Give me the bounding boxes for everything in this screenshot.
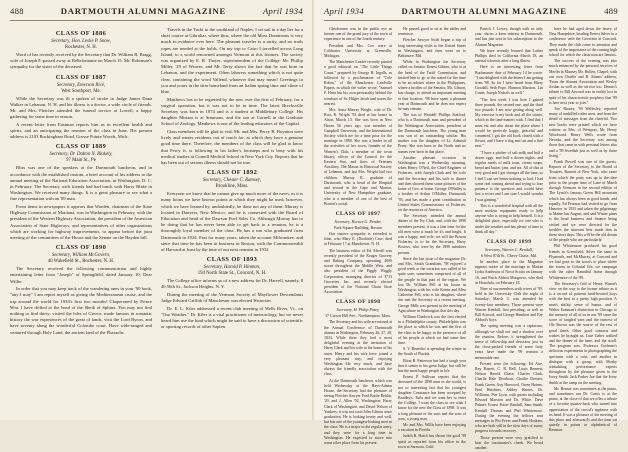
paragraph: Ernest P. Sullivan reports that the deceased of the 1898 men in the world, is not so interesting fact that his youngest daughter Constance has been accepted by Bradley's. Tufts and we want her to enter the College. I want the class to see what I know for the new the Class of 1898. It was a long pleasant of the sons and the sons of sons, a young man. [398,375,466,421]
left-page-header [10,6,303,21]
secretary-address: Brookline, Mass. [215,184,249,190]
right-page [314,0,628,451]
paragraph: Dr. E. L. Kiler addressed a recent club meeting of Wells River, Vt., on "Our Weather." Dr. Kiler is a vital practitioner of meteorology, but we never heard him use the kind which might be said to have a discussion of scientific or sporting records of other Sapien. [161,305,303,330]
paragraph: Mr. Bennie was sometimes at the piano, and sometimes our Dr. Curtis is at the piano, at the close of that we offer a tribute of a favorite quarter-back who turned into appreciation of the crowd's applause with its head. It was a pleasure of the meeting of this place and afterward's and the time sat quietly in points in alphabetical of Reunion. [549,386,617,433]
paragraph: From items in newspapers it appears that Warden, chairman of the State Highway Commission of Montana, was in Washington in February, with the president of the Western Highway Association, the president of the American Association of State Highways, and representatives of other organizations which are working for highway improvements, to appear before the joint meeting of the committees of the House and the Senate on the Hayden bill. [10,204,152,241]
paragraph: 'Joe' Barney, '99 Wellesley, reported many of unskilled rodeo men, and from the detail of messages from the cheerful. Two new books were printed which we have written; as Mrs. of Westport, Mr. Henry Woodward. Henry Wells wrote from Nevada, and the Secretary was among those that came in with personal letters also and a '99 Swedish just as well as by those living." [549,107,617,158]
paragraph: Mrs. Anna Murray Wright, wife of Dr. Ross R. Wright '93 died at her home in Alton, March 13. She was born in New Haven 56 years ago, was member of Campbell University, and the International Society which are for a time prior for the marriage in 1890. She was a leader in all the activities of her town, founder of the Women's Club, a member of the town library, officer of the Council for the Eastern Star, and lines of Veterans Auxiliary. The Mason in Historical Society of Lebanon, and last Mrs. Wright had two children, Murray R., graduate of Dartmouth, who is head of the Hospital and second in the Cape and Marion, University of New Hampshire graduate, who is a member of one of the best of Boston's social. [324,108,392,206]
paragraph: Another pleasant occasion in Washington was a Wednesday morning, when Henry O'Neil, the Chief Engineer of Fisheries, with Joseph Clark and his wife and the Secretary and his wife to dinner and then showed them some pictures of the home of Gov. at home. George O'Malley is a brother of Arthur O'Malley, Dartmouth '93, and has made a great contribution as United States Commissioner of Fisheries, on the resources of America. [398,155,466,212]
class-heading: CLASS OF 1890 [55,244,107,252]
paragraph: have he had aged down the heavy of New Hampshire, heading Ernest Silver to a conference with the Governor at Concord. They made the club come to attention and speak of the importance of the coming high school for which the classroom are famous. [549,27,617,58]
paragraph: Since the last issue of the magazine Dr. and Mrs. Smith Grantham, '98 enjoyed a good week or the vacation was called to be quite sure, sometimes comprised of all of the people in that part of the region. We lost Dr. William Pell at his house in Washington with his wife Katrin and Miss Catherine Pell, who is his daughter, where she met the Secretary at a recent meeting. George Mills was present in the meeting of Agriculture in Washington that this day. [398,256,466,313]
paragraph: Judith R. Hatch has shown the good '98 spirit as reported from his office in the town at Sarasota, Calif. [398,434,466,449]
right-column-2-sub-1 [475,27,543,452]
class-heading: CLASS OF 1892 [206,169,258,177]
right-column-1-sub-2 [398,27,466,452]
paragraph: "I have a pitcher of salt milk and half a dozen eggs, and half a dozen nights, and regular meals of milk toast, cream soups, bread and butter, jam, and tea. All of this at very good and I get stronger all the time, so I feel I can see better nothing so bad. I had some real coming ahead and trying to lose patience is the question and would have lost a secret and I am sure I would wonder I was gaining." [475,150,543,202]
secretary-address: 194 North State St., Concord, N. H. [197,271,267,277]
paragraph: During the meeting of the Vermont Society of Mayflower Descendants Judge Edward Griffith of Manchester was elected Historian. [161,292,303,304]
paragraph: Class members will be glad to visit Mr. and Mrs. Percy B. Boynton were lively and winter residents out of touch for, at which they have a genuine good time there. Therefore, the members of the class will be glad to know that Percy Jr. is following in his father's footsteps and is busy with his medical studies at Cornell Medical School in New York City. Reports that he has been out of serious illness should not be true. [161,129,303,166]
paragraph: This is a wonderful hospital with all the most modern equipment ready to help anyone who is trying to help himself. It is a delightful place, especially for one who is under the weather and has plenty of time to think all day." [475,203,543,234]
secretary-line: Secretary, Emerson Rice, [56,82,106,88]
paragraph: He passed good to sit at the tables and reminisce. [398,27,466,37]
paragraph: Elton B. Patterson has had a tough year that it seems to his great Judge, but still he has the most happy people in life. [398,358,466,373]
paragraph: "The first week I was here I gained three pounds, the second one, and the third two pounds. I am now getting along well. My exercise is my book and all the winter, which in the time matters with. I find that I must eat and also about the place where I would be perfectly happy, peaceful and contented. I got the old book closed with a flower, and I have a dog and cat and a fine nest." [475,97,543,149]
paragraph: Phil Whittemore produced his good friends in Greenfield, Silver the same in Plymouth, and McMurray, at Concord and we had gone to the town's to place where the towns in Colonial life, we campaign with the other Hannibal home through Whittemore of the '99. [549,244,617,280]
paragraph: The son of Wendell Phillips Stafford, who is a Dartmouth man and president of the Washington Association, president at the Dartmouth luncheon. The young man was son of an outstanding scholar. His mother was the daughter of Lt. Admiral Peary. She was born in the North and no names ever born in that place. [398,113,466,154]
issue-date-right: April 1934 [324,6,365,16]
paragraph: Bliss was one of the speakers at the Dartmouth luncheon, and in accordance with the established custom, a brief account of his address to the annual meeting of the National Education Association, in Washington, D. C. in February. The Secretary with friends had had lunch with Harry Blake in Washington. We received many things. It is a great pleasure to see what a fine representation with an '89 man. [10,165,152,202]
paragraph: Patrick J. Lowry, though with us only year, shows a keen interest in Dartmouth, and has just sent in his subscription to the Alumni Magazine. [475,27,543,47]
paragraph: Mr. and Mrs. Willis have been enjoying a vacation in Florida. [398,423,466,433]
paragraph: In another place in the Magazine appears notice of the marriage to Marian Lydia Anderson of Nova Scotia on January 16, and Patch Abbott Musgrove, who died in Honolulu, on February 18. [475,259,543,285]
paragraph: Travels in the Yacht to the southland of Naples, I set sail in a day her for a short course at Gibraltar, where thus, where the old Moss Dominions is very much in evidence ever here. The pleasant traveler is a rarity, and no trails ropes are needed at the holds. On my trip to Cairo I travelled across Long Island, to a world renowned amongst Vermont at this fixtures. The society was organized by E. B. Thayer, superintendent of the College. Mr. Phillip Miller, '29 of Weaver, and Mr. Terry shows the fact that he was born in Lebanon, and the experiment. Often laborers something which is not quite clear, containing the word Vallend, whatever that may mean! Greetings to you and yours in the dear homeland from an Italian spring time and clime of blue. [161,27,303,95]
paragraph: Frank Powell was one of the guests. Reports of the Secretary to the Board of Trustees, Burnett of New York, who came from which the party was up to the date prior to the proper time of Lane of March through Vermont in the second edition of The Lynch's famous Green Hill mountain which has always been in good hands, and equally. Ed Pearson had visited to go from Hanover in 1933 and taken the pilgrimage to Maine last August, and said Winter pines is the head business and finance being visited and we were directed for the troubles the itinerant best made him in these short days. This will be the old dream of the people who are particularly. [549,160,617,243]
paragraph: In order that you may keep track of the wandering ones in your '90 book, "any I may" I am report myself as giving the Mediterranean cruise, and the trip around the world for 1934's first two months! Chaperoned by Prince Wm. I have drifted to the head of the Sheik of Sphinx. You may not find nothing to find thirty; visited the Isles of Greece, made famous in romantic history the war experiences of the great of lands, visit the Lord Byron, and have seventy along the wonderful Colombo court. Have wide-ranged and ventured through Holy Land, the ancient land of the Pharaohs. [10,286,152,335]
right-page-columns [324,27,618,452]
running-title-left: DARTMOUTH ALUMNI MAGAZINE [60,6,227,16]
page-number-left: 488 [10,6,24,16]
paragraph: Everyone we know that he cannot give up much more of the news, as it is many hours we have known points at which they might be used, however, which we have learned by, undoubtedly, be done not any of them. Murray is located in Danvers, New Mexico, and he is connected with the Board of Education and head of the Dawson Fuel Sales Co. Although Murray has to be doing that he has never been able to get back to a reunion, he is a thoroughly loyal member of the class. He has a son who graduated from Dartmouth in 1924. Fast for many years, taken the account Milwaukee, and since that time he has been in business in Boston, with the Commonwealth of Harvard at least by the time of our next reunion in 1932. [161,191,303,253]
secretary-address: 97 Main St., Pe [66,158,96,164]
secretary-address: Rochester, N. H. [65,45,97,50]
secretary-line: Secretary, H. Philip Patey, [336,307,380,313]
right-column-2 [475,27,617,452]
paragraph: Fletcher Sawyer Swift began a trip of long interesting visits to the United States in Washington, and then went on to Baltimore, Md. [398,38,466,59]
class-heading: CLASS OF 1889 [55,143,107,151]
left-page [0,0,314,420]
paragraph: Present were the following: Ed Aire, Ray Barrett, C. R. Bell, Louis Bennett, Nelson Harold Chase, Charles Clark, Charlie Hale Dearborn, Charlie Dresser, Frank Green, Guy Harwood, Owen Haines, Fred Hutchins, Ashley Haines, Dr. Williams, Pier Lyon, with guests including Edward Marston and Dr. White. Dave Palmer, Ernest Potter Randall, Sam Smith, Kendall Thomas and Phil Whittemore. During the evening the fellows sent messages to Pitt Fever and Frank Hoskins, who are both still in the slow days of sunny progress towards recovery. [475,361,543,434]
secretary-address: Park Square Building, Boston [334,224,382,230]
class-heading: CLASS OF 1899 [486,238,532,245]
secretary-address: 6 West 87th St., Chevy Chase, Md. [480,252,538,258]
paragraph: William Chadwick was the first elected in a Philadelphia county. Philadelphia was the place to which he was and the first of the class to be happy in the presence of all of his people at which we had some fine time. [398,314,466,345]
secretary-line: Secretary, Hon. Leslie P. Snow, [51,39,111,44]
paragraph: While the Secretary was ill a spoken of stroke in Judge James Dana Walker in Lebanon, N. H. and his illness is a doctor, a wide circle of friends. Mr. and Mrs. Fletcher attended the funeral service at Lowell, a happy gathering for some time in season. [10,95,152,120]
right-page-header [324,6,618,21]
paragraph: While in Washington the Secretary called on Senator Ernest Gibson, who is at the head of the Tariff Commission, and invited him to go to the stated for the time to be an adviser where in the Philippines, where a brother of the Senator, Mr. Gibson, has charge, to attend an important meeting at that location. '98 have spent a pleasant year at Dartmouth and he does not expect he may remain. [398,60,466,112]
paragraph: Our sincere sympathy is extended to John, who Mary E. (Doolittle) Case, died at February 17 at Manchester, N. H. [324,231,392,247]
paragraph: The Secretary and his wife are missed at the Annual Conference of Dartmouth alumni in Washington, February 26, 27, 28, 1934. While there they had a most delightful evening at the invitation of Harry Clark and his wife at the home of his sister. Henry and his wife have joined a very pleasant way, and enjoying Washington life very much, and have always the friendly association with the class. [324,320,392,377]
paragraph: At the Dartmouth luncheon, which was held Wednesday at the Hays-Adams House, the Secretary had the pleasure of seeing Fletcher Sawyer Fred Battle Rehlin, '20, and J. Allen '02, Washington; Harry Clark of Washington, and David Wilson of Yonkers; it was not soon John Gibson since graduation. He is looking hearty and well, but has one of the youngest-looking men in the class. He is a major in the regular army, and they were for a long time in Washington. He expected to move into some other place from his present. [324,378,392,446]
class-heading: CLASS OF 1893 [206,256,258,264]
paragraph: President and Mrs. Cox were at Coldwater University at Greenville, Michigan. [324,43,392,59]
secretary-line: Secretary, William McGovern, [51,253,111,259]
secretary-line: Secretary, Dr. Dalton N. Blakely, [49,152,113,158]
paragraph: The spring meeting was a rapturous, although we shall not and a shadow over the reunion. Before, it strengthened the sense of fellowship and devotion, just as the close-packed friends of some forty years have made the '99 reunion a memorable one. [475,324,543,360]
paragraph: The Secretary received the following communication and highly entertaining letter from "Joseph" of Springfield, dated January 10, Dear Willie: [10,266,152,284]
paragraph: The success of the evening was also much enhanced by the personal services of Merlin in Munsey Mr. Bollen, Chapel, with our own Charlie and B. Adams' address, 'From the Alumni Association and Wesley Jordan as well as the service too. Dennis's tribute to Bill Atwood was in reality lost in spite of his characteristic prophecy that '99 is here next year to join." [549,59,617,105]
paragraph: Those present were very gratified to hear the toastmaster's cheek. We heard another. [475,435,543,451]
left-page-columns [10,27,303,337]
paragraph: The Secretary's fold of Henry Wasen's view on the way to the former tribute as it is a record of patients kind-hearted boys with the best to a pretty high position. A man's ability, sense of humor, and of Walter Eastman's distinction in Chicago to the memory of all of us in our '99 since the score of tangled yarn and the interest of Ole Brown was the source of the rest of good times. Other good contacts and wishes he brought us. Lute Gaber walked and the dinner of the time, and the stroll. The program was, Professor Cushmer's delicious experiments in photographing the spectrum with a coin, and another in dialogue with a group, with Mosby stimulating performance experts throughout by the pleasure given to the Ivory Smith. Jack Parker Joe that the Ivory Smith at the camp on the meeting. [549,281,617,385]
paragraph: We have recently learned that Luther Phillips died in California March 18, an arterial sclerosis after a long illness. [475,48,543,64]
secretary-line: Secretary, Warren C. Kendall, [485,246,533,252]
paragraph: The Manchester Leader recently printed a good editorial on "The Little Things Count," prepared by George H. Ingalls, as followed by a proclamation of "Cole Robin," of the Manchester Leadville Papers, in which the writer wrote, "Samuel F. Hunt has his own personality behind the windows of St. Hilger Jacob and stores the nearest. [324,60,392,106]
paragraph: Clawbourne was in the public eye as former one of the grand jury of the town of experience in one of the fourth century. [324,27,392,42]
right-column-1 [324,27,466,452]
class-heading: CLASS OF 1897 [335,210,381,217]
secretary-address: 37 Crown Hill Ave., Northampton, Mass. [324,313,392,319]
paragraph: The College office informs us of a new address for Dr. Harvell, namely, 8 40 56th St., Jackson Heights, N. Y. [161,278,303,290]
running-title-right: DARTMOUTH ALUMNI MAGAZINE [401,6,567,16]
secretary-address: West Southport, Me. [61,88,101,94]
secretary-line: Secretary, Harold P. Hinman, [203,265,261,271]
page-number-right: 489 [604,6,618,16]
left-column-2 [161,27,303,337]
paragraph: Word of has recently received by the Secretary that Dr. William B. Bragg, wife of Joseph F. passed away at Bellefontaine on March 15. Mr. Robinson's sympathy for the sister of the deceased. [10,52,152,70]
secretary-address: 40 Wakefield St., Rochester, N. H. [47,259,115,265]
right-column-2-sub-2 [549,27,617,452]
secretary-line: Secretary, Chester C. Ramsey, [203,178,261,184]
paragraph: S. V. Benedict is spending the winter in the South of Florida. [398,347,466,357]
paragraph: Here is an interesting letter from Buckmaster date of February 14 he wrote: "I am delighted with the letters I am getting from '98. So far I have heard from Harry Goodall, Seth Pope, Harmon Marston, Lin Crane, Joseph Nichols as well." [475,65,543,96]
class-heading: CLASS OF 1886 [55,30,107,37]
left-column-1 [10,27,152,337]
secretary-line: Secretary, Horace G. Pender, [334,218,382,224]
class-heading: CLASS OF 1898 [335,299,381,306]
issue-date-left: April 1934 [262,6,303,16]
paragraph: A recent letter from Eastman reports him as in excellent health and spirits, and an anticipating the reunion of the class in June. His present address is 2103 Buckingham Road, Grosse Pointe Woods, Mich. [10,121,152,140]
paragraph: Matthews has to be regretted by the new over the first of February, for a surgical operation, but it was not to be in time. The latest Brecksville Secretary was born in 1874 and is a student at Middlebury College. His daughter Miriam is at Simmons, and the son at Cornell in the Graduate School of Zoology. Matthews is one of the leading educators of the Capital. [161,96,303,127]
class-heading: CLASS OF 1887 [55,73,107,81]
paragraph: The business editor of Ed. Merrill was recently president of the Kruger Grocery and Baking Company, operating 4000 stores throughout the Middle West, and also president of the Piggly Wiggly Corporation, managing director of 3713 Groceries Inc. and recently elected president of the National Chain Store Association. [324,248,392,295]
paragraph: Nine of our members with wives of '99, held in the University Club the night of Saturday, March 3, was attended by twenty-four members. Those present were Warren Kendall, first presiding, as well as Bill Atwood, and George Humbert and Fay Abbott's boys. [475,286,543,323]
right-column-1-sub-1 [324,27,392,452]
paragraph: The Secretary attended the annual dinner of the Ivy Club, and, with the 1898 members present, it was a fine time for the old men were it much be it's and bright. It was a happy, and wife, we will the Boston Fisheries, is to be the Secretary, Harry Bowers, who were by the 1898 members present. [398,214,466,255]
